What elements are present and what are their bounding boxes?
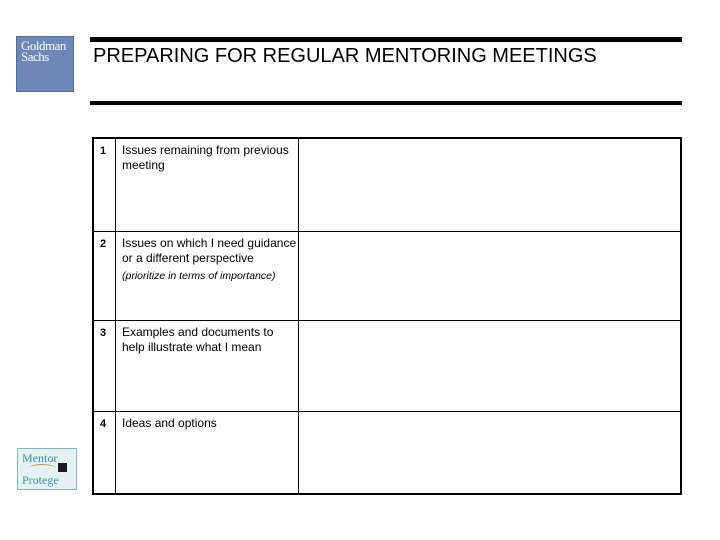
- row-note: (prioritize in terms of importance): [122, 270, 276, 282]
- row-label: [122, 236, 298, 284]
- logo-line-2: Sachs: [21, 49, 49, 64]
- table-row: [94, 231, 680, 320]
- row-label: [122, 416, 298, 431]
- row-number: 3: [100, 327, 107, 339]
- row-label: [122, 143, 298, 172]
- title-bottom-rule: [90, 101, 682, 105]
- table-row: [94, 411, 680, 493]
- table-row: [94, 139, 680, 231]
- title-top-rule: [90, 37, 682, 42]
- row-label-text: Issues on which I need guidance or a different perspective: [122, 236, 297, 265]
- mentor-logo-line-2: Protege: [22, 473, 59, 487]
- row-label-text: Ideas and options: [122, 416, 217, 430]
- meeting-prep-table: [92, 137, 682, 495]
- table-row: [94, 320, 680, 411]
- slide-title: PREPARING FOR REGULAR MENTORING MEETINGS: [93, 45, 597, 67]
- logo-line-1: Goldman: [21, 38, 66, 53]
- row-label: [122, 325, 298, 354]
- row-number: 4: [100, 418, 107, 430]
- goldman-sachs-logo: [16, 36, 74, 92]
- row-number: 2: [100, 238, 107, 250]
- row-label-text: Issues remaining from previous meeting: [122, 143, 289, 172]
- mentor-protege-logo: [17, 448, 77, 490]
- square-icon: [58, 463, 67, 472]
- row-number: 1: [100, 145, 107, 157]
- mentor-logo-line-1: Mentor: [22, 451, 58, 465]
- swoosh-icon: [28, 464, 56, 473]
- row-label-text: Examples and documents to help illustrate what I mean: [122, 325, 274, 354]
